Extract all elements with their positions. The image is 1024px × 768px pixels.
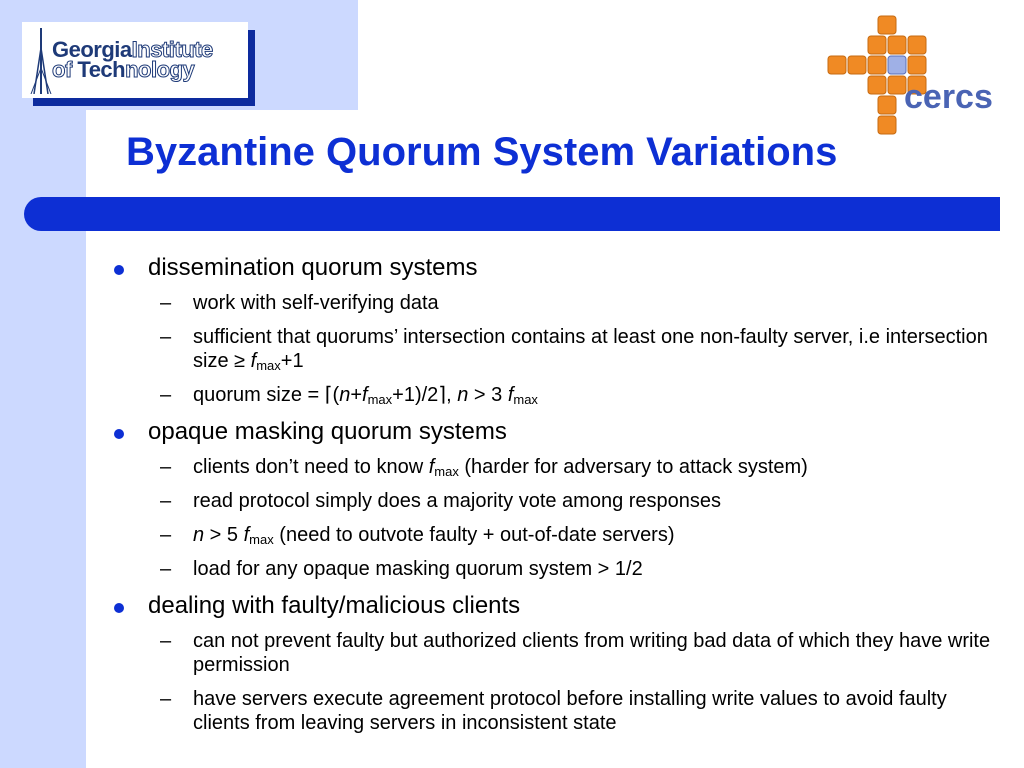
formula-mid: +1)/2⌉,	[392, 384, 458, 406]
tech-tower-icon	[30, 28, 52, 94]
bullet-dot	[114, 265, 124, 275]
math-f: f	[507, 384, 514, 406]
math-sub: max	[367, 392, 393, 407]
dash: –	[160, 688, 172, 710]
math-tail: +1	[280, 350, 304, 372]
math-sub: max	[513, 392, 538, 407]
math-sub: max	[256, 358, 281, 373]
logo-box	[22, 22, 248, 98]
sub-bullet-text-post: (need to outvote faulty + out-of-date servers)	[273, 524, 675, 546]
math-plus: +	[350, 384, 363, 406]
slide-content	[100, 252, 1000, 735]
math-n: n	[339, 384, 351, 406]
dash: –	[160, 384, 172, 406]
math-f: f	[243, 524, 250, 546]
bullet-text: dissemination quorum systems	[148, 254, 478, 281]
slide-title: Byzantine Quorum System Variations	[126, 130, 838, 174]
sub-bullet	[100, 325, 1000, 373]
sub-bullet	[100, 489, 1000, 513]
logo-nology: nology	[125, 57, 195, 82]
dash: –	[160, 558, 172, 580]
sub-bullet	[100, 291, 1000, 315]
dash: –	[160, 630, 172, 652]
logo-tech: Tech	[77, 57, 126, 82]
logo-georgia: Georgia	[52, 37, 132, 62]
bullet-faulty-clients	[100, 592, 1000, 620]
math-sub: max	[434, 464, 459, 479]
sub-bullet	[100, 557, 1000, 581]
sub-bullet-text: can not prevent faulty but authorized clients from writing bad data of which they have write permission	[193, 630, 991, 676]
dash: –	[160, 326, 172, 348]
bullet-dot	[114, 429, 124, 439]
dash: –	[160, 292, 172, 314]
formula-pre: quorum size = ⌈(	[193, 384, 340, 406]
math-gt: > 3	[468, 384, 508, 406]
cercs-logo	[826, 14, 1006, 138]
bullet-text: dealing with faulty/malicious clients	[148, 592, 521, 619]
bar-notch	[70, 231, 86, 237]
sub-bullet-text-post: (harder for adversary to attack system)	[458, 456, 808, 478]
math-f: f	[250, 350, 257, 372]
sub-bullet-text: sufficient that quorums’ intersection contains at least one non-faulty server, i.e intersection size ≥	[193, 326, 988, 372]
sub-bullet	[100, 629, 1000, 677]
bullet-dot	[114, 603, 124, 613]
bullet-opaque-masking	[100, 418, 1000, 446]
title-underline-bar	[24, 197, 1000, 231]
bullet-text: opaque masking quorum systems	[148, 418, 507, 445]
sub-bullet	[100, 523, 1000, 547]
logo-institute: Institute	[131, 37, 213, 62]
left-sidebar-band	[0, 0, 86, 768]
sub-bullet-text: work with self-verifying data	[193, 292, 439, 314]
sub-bullet-text: load for any opaque masking quorum system > 1/2	[193, 558, 643, 580]
cercs-wordmark: cercs	[904, 78, 993, 116]
sub-bullet-text: clients don’t need to know	[193, 456, 429, 478]
dash: –	[160, 524, 172, 546]
math-f: f	[428, 456, 435, 478]
math-sub: max	[249, 532, 274, 547]
sub-bullet	[100, 687, 1000, 735]
sub-bullet-text: read protocol simply does a majority vote among responses	[193, 490, 722, 512]
logo-wordmark	[52, 37, 213, 82]
dash: –	[160, 456, 172, 478]
math-n: n	[193, 524, 205, 546]
sub-bullet	[100, 383, 1000, 407]
bullet-dissemination	[100, 254, 1000, 282]
sub-bullet-text: have servers execute agreement protocol before installing write values to avoid faulty clients from leaving servers in inconsistent state	[193, 688, 947, 734]
logo-of: of	[52, 57, 78, 82]
math-gt: > 5	[204, 524, 244, 546]
dash: –	[160, 490, 172, 512]
sub-bullet	[100, 455, 1000, 479]
math-f: f	[362, 384, 368, 406]
math-n: n	[457, 384, 469, 406]
